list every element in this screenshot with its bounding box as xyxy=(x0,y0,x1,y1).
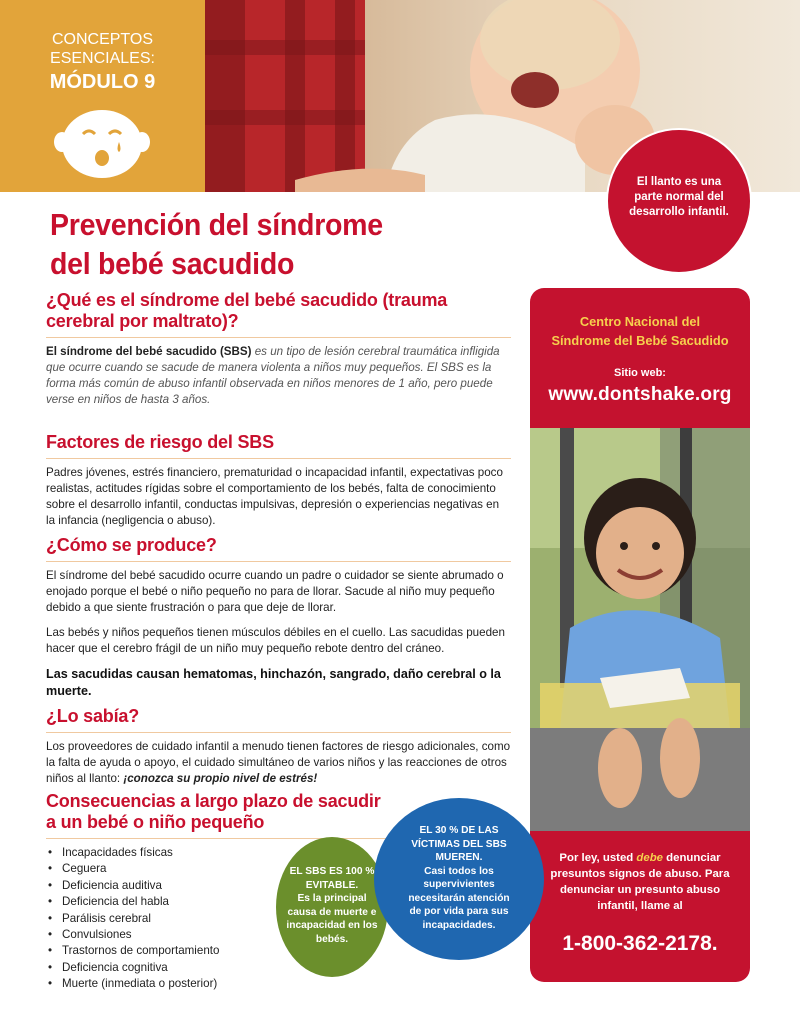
panel-heading-line-2: Síndrome del Bebé Sacudido xyxy=(551,333,729,348)
crying-face-icon xyxy=(53,104,151,180)
module-line-2: ESENCIALES: xyxy=(50,50,155,67)
crying-normal-callout xyxy=(606,128,752,274)
list-item: • Deficiencia auditiva xyxy=(46,878,511,894)
list-item: • Incapacidades físicas xyxy=(46,845,511,861)
panel-heading xyxy=(530,312,750,350)
page-title xyxy=(50,205,501,283)
preventable-callout xyxy=(276,837,388,977)
knew-emphasis: ¡conozca su propio nivel de estrés! xyxy=(123,772,318,785)
what-is-text: es un tipo de lesión cerebral traumática infligida que ocurre cuando se sacude de manera violenta a niños muy pequeños. El SBS es la forma más común de abuso infantil observada en niños menores de 1 año, pero puede verse en niños de hasta 3 años. xyxy=(46,345,500,406)
how-paragraph-1: El síndrome del bebé sacudido ocurre cuando un padre o cuidador se siente abrumado o enojado porque el bebé o niño pequeño no para de llorar. Sacude al niño muy pequeño debido a que siente frustración o para que deje de llorar. xyxy=(46,569,504,614)
title-line-1: Prevención del síndrome xyxy=(50,207,383,242)
knew-body xyxy=(46,739,511,787)
list-item: • Parálisis cerebral xyxy=(46,911,511,927)
mortality-callout xyxy=(374,798,544,960)
consequences-heading-line-1: Consecuencias a largo plazo de sacudir xyxy=(46,791,381,811)
list-item: • Muerte (inmediata o posterior) xyxy=(46,976,511,992)
mortality-line-2: Casi todos los supervivientes necesitarán atención de por vida para sus incapacidades. xyxy=(408,865,510,931)
knew-text: Los proveedores de cuidado infantil a menudo tienen factores de riesgo adicionales, como la falta de ayuda o apoyo, el cuidado simultáneo de varios niños y las reacciones de otros niños al llanto: xyxy=(46,740,511,785)
how-heading: ¿Cómo se produce? xyxy=(46,535,511,562)
crying-normal-text: El llanto es una parte normal del desarrollo infantil. xyxy=(629,176,729,218)
resource-panel xyxy=(530,288,750,982)
list-item: • Ceguera xyxy=(46,861,511,877)
risk-heading: Factores de riesgo del SBS xyxy=(46,432,511,459)
what-is-lead: El síndrome del bebé sacudido (SBS) xyxy=(46,345,252,358)
website-label: Sitio web: xyxy=(614,367,666,379)
how-paragraph-3: Las sacudidas causan hematomas, hinchazón, sangrado, daño cerebral o la muerte. xyxy=(46,667,501,698)
what-is-heading: ¿Qué es el síndrome del bebé sacudido (trauma cerebral por maltrato)? xyxy=(46,290,511,338)
knew-heading: ¿Lo sabía? xyxy=(46,706,511,733)
module-number: MÓDULO 9 xyxy=(49,71,156,93)
report-text-a: Por ley, usted xyxy=(559,852,637,864)
mortality-line-1: EL 30 % DE LAS VÍCTIMAS DEL SBS MUEREN. xyxy=(411,825,507,863)
child-photo xyxy=(530,428,750,831)
preventable-line-1: EL SBS ES 100 % EVITABLE. xyxy=(289,866,375,891)
list-item: • Trastornos de comportamiento xyxy=(46,943,511,959)
report-text-b: denunciar presuntos signos de abuso. Para denunciar un presunto abuso infantil, llame al xyxy=(550,852,730,912)
module-line-1: CONCEPTOS xyxy=(51,31,154,48)
consequences-heading-line-2: a un bebé o niño pequeño xyxy=(46,812,265,832)
list-item: • Deficiencia del habla xyxy=(46,894,511,910)
panel-heading-line-1: Centro Nacional del xyxy=(579,314,701,329)
section-how-it-happens xyxy=(46,535,511,709)
section-risk-factors xyxy=(46,432,511,538)
how-paragraph-2: Las bebés y niños pequeños tienen músculos débiles en el cuello. Las sacudidas pueden hacer que el cerebro frágil de un niño muy pequeño rebote dentro del cráneo. xyxy=(46,626,505,655)
report-abuse-text xyxy=(542,850,738,914)
list-item: • Deficiencia cognitiva xyxy=(46,960,511,976)
list-item: • Convulsiones xyxy=(46,927,511,943)
report-text-emphasis: debe xyxy=(636,852,663,864)
title-line-2: del bebé sacudido xyxy=(50,246,295,281)
section-what-is-sbs xyxy=(46,290,511,417)
risk-body: Padres jóvenes, estrés financiero, prematuridad o incapacidad infantil, expectativas poco realistas, actitudes rígidas sobre el comportamiento de los bebés, falta de conocimiento sobre el desarrollo infantil, conductas impulsivas, depresión o experiencias negativas en la infancia (negligencia o abuso). xyxy=(46,466,503,527)
section-did-you-know xyxy=(46,706,511,796)
module-label-box xyxy=(0,0,205,192)
what-is-body xyxy=(46,344,511,408)
preventable-line-2: Es la principal causa de muerte e incapacidad en los bebés. xyxy=(286,893,378,945)
website-link[interactable]: www.dontshake.org xyxy=(548,384,732,405)
hotline-phone-number[interactable]: 1-800-362-2178. xyxy=(562,932,718,955)
